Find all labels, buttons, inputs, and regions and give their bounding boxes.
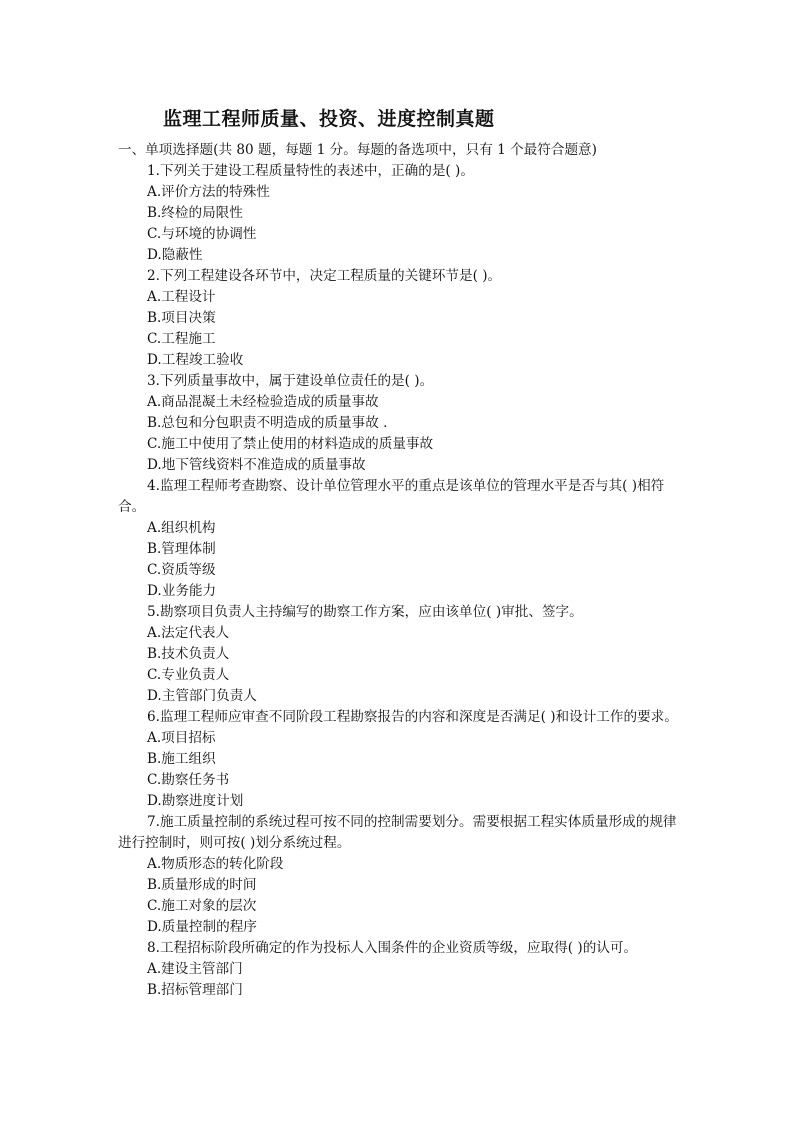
- option-b: B.技术负责人: [147, 646, 230, 662]
- option-d: D.业务能力: [147, 583, 217, 599]
- question-stem: 4.监理工程师考查勘察、设计单位管理水平的重点是该单位的管理水平是否与其( )相符合。: [118, 478, 665, 515]
- question-5: [118, 602, 684, 707]
- question-7: [118, 812, 684, 938]
- question-3: [118, 371, 684, 476]
- option-a: A.商品混凝土未经检验造成的质量事故: [147, 394, 379, 410]
- section-header: 一、单项选择题(共 80 题，每题 1 分。每题的备选项中，只有 1 个最符合题意): [118, 142, 597, 158]
- option-a: A.法定代表人: [147, 625, 230, 641]
- option-a: A.组织机构: [147, 520, 216, 536]
- question-stem: 7.施工质量控制的系统过程可按不同的控制需要划分。需要根据工程实体质量形成的规律进行控制时，则可按( )划分系统过程。: [118, 814, 677, 851]
- option-b: B.管理体制: [147, 541, 216, 557]
- question-2: [118, 266, 684, 371]
- question-6: [118, 707, 684, 812]
- option-a: A.工程设计: [147, 289, 216, 305]
- question-1: [118, 161, 684, 266]
- option-d: D.工程竣工验收: [147, 352, 244, 368]
- option-c: C.勘察任务书: [147, 772, 230, 788]
- question-stem: 5.勘察项目负责人主持编写的勘察工作方案，应由该单位( )审批、签字。: [147, 604, 583, 620]
- question-stem: 2.下列工程建设各环节中，决定工程质量的关键环节是( )。: [147, 268, 502, 284]
- question-8: [118, 938, 684, 1001]
- option-b: B.招标管理部门: [147, 982, 243, 998]
- document-body: [118, 140, 684, 1001]
- option-b: B.终检的局限性: [147, 205, 243, 221]
- option-a: A.评价方法的特殊性: [147, 184, 270, 200]
- option-c: C.施工对象的层次: [147, 898, 257, 914]
- option-b: B.质量形成的时间: [147, 877, 257, 893]
- option-a: A.项目招标: [147, 730, 216, 746]
- option-c: C.工程施工: [147, 331, 216, 347]
- option-b: B.施工组织: [147, 751, 216, 767]
- question-stem: 8.工程招标阶段所确定的作为投标人入围条件的企业资质等级，应取得( )的认可。: [147, 940, 638, 956]
- question-stem: 1.下列关于建设工程质量特性的表述中，正确的是( )。: [147, 163, 474, 179]
- option-c: C.与环境的协调性: [147, 226, 257, 242]
- document-title: 监理工程师质量、投资、进度控制真题: [163, 108, 495, 130]
- question-stem: 3.下列质量事故中，属于建设单位责任的是( )。: [147, 373, 434, 389]
- question-stem: 6.监理工程师应审查不同阶段工程勘察报告的内容和深度是否满足( )和设计工作的要求。: [147, 709, 678, 725]
- option-d: D.隐蔽性: [147, 247, 203, 263]
- option-d: D.质量控制的程序: [147, 919, 257, 935]
- option-a: A.物质形态的转化阶段: [147, 856, 284, 872]
- option-b: B.项目决策: [147, 310, 216, 326]
- option-d: D.地下管线资料不准造成的质量事故: [147, 457, 366, 473]
- option-d: D.主管部门负责人: [147, 688, 257, 704]
- option-c: C.资质等级: [147, 562, 216, 578]
- option-c: C.施工中使用了禁止使用的材料造成的质量事故: [147, 436, 434, 452]
- option-c: C.专业负责人: [147, 667, 230, 683]
- question-4: [118, 476, 684, 602]
- option-d: D.勘察进度计划: [147, 793, 244, 809]
- option-a: A.建设主管部门: [147, 961, 243, 977]
- option-b: B.总包和分包职责不明造成的质量事故 .: [147, 415, 388, 431]
